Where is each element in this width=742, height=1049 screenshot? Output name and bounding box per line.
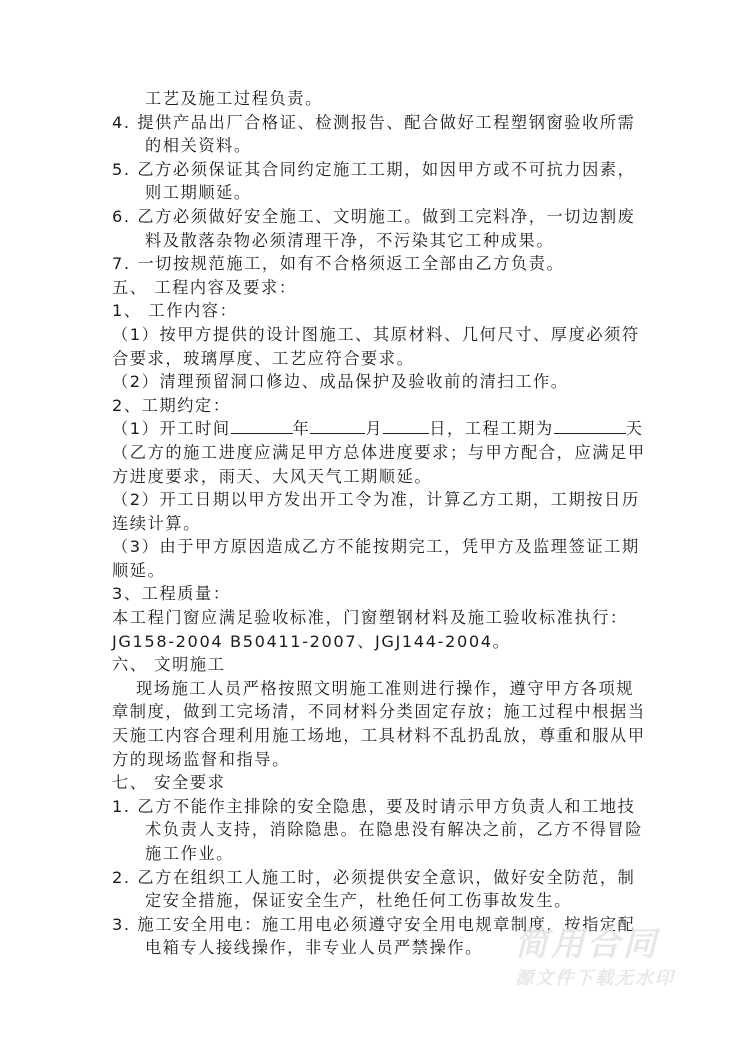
text-line: 的相关资料。 [145,136,252,156]
watermark-title: 简用合同 [515,924,659,963]
year-blank[interactable] [231,418,293,434]
year-label: 年 [292,419,311,439]
text-line: 7. 一切按规范施工，如有不合格须返工全部由乙方负责。 [112,254,565,274]
month-blank[interactable] [310,418,365,434]
document-page [112,87,652,960]
text-line: 电箱专人接线操作，非专业人员严禁操作。 [145,938,483,958]
text-line: 料及散落杂物必须清理干净，不污染其它工种成果。 [145,230,555,250]
text-line: 现场施工人员严格按照文明施工准则进行操作，遵守甲方各项规 [136,678,635,698]
text-line: （3）由于甲方原因造成乙方不能按期完工，凭甲方及监理签证工期 [112,537,640,557]
text-line: 合要求，玻璃厚度、工艺应符合要求。 [112,348,415,368]
days-label: 天 [625,419,644,439]
text-line: 2. 乙方在组织工人施工时，必须提供安全意识，做好安全防范，制 [112,867,636,887]
day-label: 日，工程工期为 [429,419,554,439]
text-line: 5. 乙方必须保证其合同约定施工工期，如因甲方或不可抗力因素， [112,159,636,179]
text-line: 天施工内容合理利用施工场地，工具材料不乱扔乱放，尊重和服从甲 [112,726,646,746]
text-line: 施工作业。 [145,844,234,863]
text-line: 七、 安全要求 [112,773,226,793]
text-line: （乙方的施工进度应满足甲方总体进度要求；与甲方配合，应满足甲 [112,442,646,462]
text-line: 3、工程质量： [112,584,231,604]
text-line: 4. 提供产品出厂合格证、检测报告、配合做好工程塑钢窗验收所需 [112,112,636,132]
text-line: 2、工期约定： [112,395,231,415]
text-line: 方的现场监督和指导。 [112,749,290,769]
text-line: 工艺及施工过程负责。 [145,89,323,108]
text-line: 五、 工程内容及要求： [112,277,297,297]
day-blank[interactable] [383,418,429,434]
watermark-subtitle: 源文件下载无水印 [515,968,675,989]
start-date-prefix: （1）开工时间 [112,419,231,439]
text-line: 1、 工作内容： [112,301,238,321]
text-line: 顺延。 [112,560,166,580]
text-line: （2）清理预留洞口修边、成品保护及验收前的清扫工作。 [112,372,569,392]
month-label: 月 [365,419,384,439]
text-line: 六、 文明施工 [112,655,226,675]
text-line: （2）开工日期以甲方发出开工令为准，计算乙方工期，工期按日历 [112,490,640,510]
text-line: 方进度要求，雨天、大风天气工期顺延。 [112,466,433,486]
text-line: JG158-2004 B50411-2007、JGJ144-2004。 [112,631,511,651]
text-line: （1）按甲方提供的设计图施工、其原材料、几何尺寸、厚度必须符 [112,324,640,344]
text-line: 章制度，做到工完场清，不同材料分类固定存放；施工过程中根据当 [112,702,646,722]
text-line: 本工程门窗应满足验收标准，门窗塑钢材料及施工验收标准执行： [112,608,628,628]
text-line: 3. 施工安全用电：施工用电必须遵守安全用电规章制度，按指定配 [112,914,636,934]
text-line: 定安全措施，保证安全生产，杜绝任何工伤事故发生。 [145,891,572,911]
text-line: 6. 乙方必须做好安全施工、文明施工。做到工完料净，一切边割废 [112,206,636,226]
text-line: 1. 乙方不能作主排除的安全隐患，要及时请示甲方负责人和工地技 [112,796,636,816]
text-line: 则工期顺延。 [145,183,252,203]
text-line: 连续计算。 [112,513,201,533]
text-line: 术负责人支持，消除隐患。在隐患没有解决之前，乙方不得冒险 [145,820,644,840]
start-date-line [112,417,652,441]
duration-blank[interactable] [554,418,626,434]
